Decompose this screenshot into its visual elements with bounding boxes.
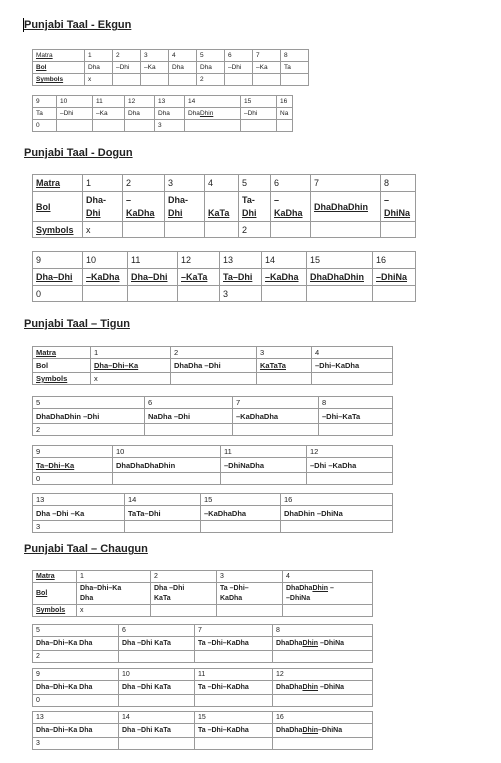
cell: –Dhi bbox=[57, 108, 93, 120]
cell bbox=[217, 605, 283, 617]
cell bbox=[83, 192, 123, 222]
cell: Ta–Dhi–Ka bbox=[33, 458, 113, 473]
cell-text: – bbox=[384, 194, 390, 205]
table-row bbox=[33, 286, 416, 302]
cell-text: Dha–Dhi–Ka bbox=[80, 584, 122, 592]
cell: –DhiNaDha bbox=[221, 458, 307, 473]
cell: 12 bbox=[125, 96, 155, 108]
cell: 10 bbox=[119, 669, 195, 681]
ekgun-table-2 bbox=[32, 95, 293, 132]
cell bbox=[241, 120, 277, 132]
chaugun-table-4 bbox=[32, 711, 373, 750]
cell: 2 bbox=[197, 74, 225, 86]
cell-text: KaDha bbox=[220, 594, 243, 602]
cell: 9 bbox=[33, 96, 57, 108]
cell bbox=[273, 681, 373, 695]
cell: 10 bbox=[83, 252, 128, 269]
cell-text: DhaDha bbox=[276, 727, 303, 734]
table-row bbox=[33, 681, 373, 695]
tigun-table-1 bbox=[32, 346, 393, 385]
label-matra: Matra bbox=[33, 175, 83, 192]
cell bbox=[253, 74, 281, 86]
cell-text: – bbox=[274, 194, 280, 205]
cell: 1 bbox=[77, 571, 151, 583]
cell-text: DhiNa bbox=[384, 207, 411, 218]
table-row bbox=[33, 669, 373, 681]
table-row bbox=[33, 108, 293, 120]
cell: Dha–Dhi bbox=[33, 269, 83, 286]
ekgun-table-1 bbox=[32, 49, 309, 86]
label-symbols: Symbols bbox=[33, 373, 91, 385]
table-row bbox=[33, 120, 293, 132]
cell bbox=[283, 583, 373, 605]
table-row bbox=[33, 409, 393, 424]
cell: 16 bbox=[281, 494, 393, 506]
cell: 2 bbox=[33, 424, 145, 436]
chaugun-table-2 bbox=[32, 624, 373, 663]
cell bbox=[205, 192, 239, 222]
cell: 4 bbox=[169, 50, 197, 62]
table-row bbox=[33, 269, 416, 286]
cell-text: Dha- bbox=[168, 194, 188, 205]
cell: 3 bbox=[220, 286, 262, 302]
cell: 14 bbox=[125, 494, 201, 506]
cell: –Dhi bbox=[241, 108, 277, 120]
cell: TaTa–Dhi bbox=[125, 506, 201, 521]
cell bbox=[145, 424, 233, 436]
cell bbox=[273, 651, 373, 663]
cell: 1 bbox=[83, 175, 123, 192]
cell: –Dhi bbox=[225, 62, 253, 74]
cell bbox=[271, 222, 311, 238]
cell: –Dhi –KaDha bbox=[307, 458, 393, 473]
cell: 10 bbox=[113, 446, 221, 458]
table-row bbox=[33, 192, 416, 222]
cell: Dha bbox=[155, 108, 185, 120]
table-row bbox=[33, 424, 393, 436]
cell: 12 bbox=[307, 446, 393, 458]
cell: 7 bbox=[311, 175, 381, 192]
cell bbox=[77, 583, 151, 605]
cell bbox=[239, 192, 271, 222]
cell bbox=[151, 583, 217, 605]
cell bbox=[225, 74, 253, 86]
cell-text-underlined: Dhin bbox=[302, 727, 319, 734]
cell: Dha–Dhi–Ka Dha bbox=[33, 724, 119, 738]
heading-chaugun: Punjabi Taal – Chaugun bbox=[24, 543, 148, 555]
cell bbox=[311, 222, 381, 238]
cell: –KaDhaDha bbox=[233, 409, 319, 424]
cell bbox=[123, 192, 165, 222]
cell: 11 bbox=[128, 252, 178, 269]
cell-text-underlined: Dhin bbox=[302, 684, 319, 691]
cell: 5 bbox=[33, 625, 119, 637]
label-matra: Matra bbox=[33, 50, 85, 62]
cell: 3 bbox=[33, 738, 119, 750]
cell bbox=[319, 424, 393, 436]
table-row bbox=[33, 712, 373, 724]
cell bbox=[151, 605, 217, 617]
cell bbox=[307, 286, 373, 302]
cell bbox=[221, 473, 307, 485]
heading-tigun: Punjabi Taal – Tigun bbox=[24, 318, 130, 330]
cell: Dha –Dhi KaTa bbox=[119, 681, 195, 695]
cell: 0 bbox=[33, 120, 57, 132]
table-row bbox=[33, 583, 373, 605]
cell: 0 bbox=[33, 695, 119, 707]
cell-text: Dhi bbox=[86, 207, 101, 218]
table-row bbox=[33, 738, 373, 750]
cell-text: – bbox=[328, 584, 334, 592]
cell: 12 bbox=[178, 252, 220, 269]
dogun-table-2 bbox=[32, 251, 416, 302]
cell: Dha bbox=[125, 108, 155, 120]
cell: Dha bbox=[197, 62, 225, 74]
cell bbox=[185, 108, 241, 120]
cell bbox=[128, 286, 178, 302]
cell bbox=[195, 738, 273, 750]
cell: Ta –Dhi–KaDha bbox=[195, 681, 273, 695]
table-row bbox=[33, 74, 309, 86]
cell: 3 bbox=[257, 347, 312, 359]
label-bol: Bol bbox=[33, 192, 83, 222]
cell bbox=[277, 120, 293, 132]
cell: 3 bbox=[155, 120, 185, 132]
cell: NaDha –Dhi bbox=[145, 409, 233, 424]
table-row bbox=[33, 359, 393, 373]
cell: –KaDha bbox=[262, 269, 307, 286]
cell: 5 bbox=[33, 397, 145, 409]
table-row bbox=[33, 50, 309, 62]
cell: 14 bbox=[262, 252, 307, 269]
cell bbox=[125, 120, 155, 132]
cell: 0 bbox=[33, 473, 113, 485]
tigun-table-3 bbox=[32, 445, 393, 485]
cell bbox=[281, 74, 309, 86]
table-row bbox=[33, 651, 373, 663]
label-symbols: Symbols bbox=[33, 605, 77, 617]
label-symbols: Symbols bbox=[33, 222, 83, 238]
cell: Dha–Dhi–Ka bbox=[91, 359, 171, 373]
cell-text: Ta- bbox=[242, 194, 255, 205]
cell: DhaDhaDhin –Dhi bbox=[33, 409, 145, 424]
cell: Dha bbox=[85, 62, 113, 74]
cell: DhaDhaDhaDhin bbox=[113, 458, 221, 473]
cell bbox=[125, 521, 201, 533]
cell: 8 bbox=[281, 50, 309, 62]
cell-text: KaDha bbox=[274, 207, 303, 218]
cell: –Dhi–KaDha bbox=[312, 359, 393, 373]
cell: 2 bbox=[123, 175, 165, 192]
cell: Ta–Dhi bbox=[220, 269, 262, 286]
cell bbox=[119, 738, 195, 750]
cell bbox=[281, 521, 393, 533]
label-bol: Bol bbox=[33, 583, 77, 605]
cell-text: KaTa bbox=[154, 594, 171, 602]
cell: 3 bbox=[141, 50, 169, 62]
cell bbox=[217, 583, 283, 605]
cell bbox=[233, 424, 319, 436]
cell: 9 bbox=[33, 252, 83, 269]
cell bbox=[381, 222, 416, 238]
cell: x bbox=[77, 605, 151, 617]
cell: 0 bbox=[33, 286, 83, 302]
label-symbols: Symbols bbox=[33, 74, 85, 86]
heading-ekgun: Punjabi Taal - Ekgun bbox=[24, 19, 132, 31]
cell: Dha bbox=[169, 62, 197, 74]
cell-text: –DhiNa bbox=[318, 684, 345, 691]
cell bbox=[141, 74, 169, 86]
chaugun-table-3 bbox=[32, 668, 373, 707]
cell: 11 bbox=[93, 96, 125, 108]
cell bbox=[271, 192, 311, 222]
table-row bbox=[33, 446, 393, 458]
cell: –KaDha bbox=[83, 269, 128, 286]
cell: 11 bbox=[221, 446, 307, 458]
cell-text: – bbox=[126, 194, 132, 205]
cell: 9 bbox=[33, 669, 119, 681]
cell bbox=[165, 192, 205, 222]
label-matra: Matra bbox=[33, 571, 77, 583]
cell: 16 bbox=[273, 712, 373, 724]
cell: 6 bbox=[225, 50, 253, 62]
cell-text: Dhi bbox=[168, 207, 183, 218]
cell bbox=[273, 637, 373, 651]
table-row bbox=[33, 62, 309, 74]
cell: Dha –Dhi KaTa bbox=[119, 724, 195, 738]
cell bbox=[201, 521, 281, 533]
dogun-table-1 bbox=[32, 174, 416, 238]
cell-text: Ta –Dhi– bbox=[220, 584, 249, 592]
cell bbox=[273, 724, 373, 738]
cell bbox=[185, 120, 241, 132]
cell: Dha–Dhi bbox=[128, 269, 178, 286]
cell bbox=[83, 286, 128, 302]
cell bbox=[123, 222, 165, 238]
cell: –Ka bbox=[141, 62, 169, 74]
cell-text: DhaDha bbox=[276, 684, 303, 691]
cell bbox=[262, 286, 307, 302]
table-row bbox=[33, 695, 373, 707]
table-row bbox=[33, 252, 416, 269]
cell: 6 bbox=[119, 625, 195, 637]
cell: 4 bbox=[205, 175, 239, 192]
cell: 13 bbox=[220, 252, 262, 269]
heading-dogun: Punjabi Taal - Dogun bbox=[24, 147, 133, 159]
cell-text: DhaDha bbox=[286, 584, 313, 592]
cell: –DhiNa bbox=[373, 269, 416, 286]
cell bbox=[195, 695, 273, 707]
cell: DhaDhaDhin bbox=[311, 192, 381, 222]
table-row bbox=[33, 373, 393, 385]
cell: 2 bbox=[151, 571, 217, 583]
cell bbox=[312, 373, 393, 385]
cell: 2 bbox=[171, 347, 257, 359]
cell: 11 bbox=[195, 669, 273, 681]
cell: x bbox=[83, 222, 123, 238]
table-row bbox=[33, 605, 373, 617]
cell bbox=[381, 192, 416, 222]
cell-text-underlined: Dhin bbox=[302, 640, 319, 647]
cell: 5 bbox=[239, 175, 271, 192]
cell-text: Dhi bbox=[242, 207, 257, 218]
cell bbox=[283, 605, 373, 617]
cell-text: –DhiNa bbox=[318, 640, 345, 647]
table-row bbox=[33, 397, 393, 409]
cell-text: –DhiNa bbox=[318, 727, 343, 734]
tigun-table-2 bbox=[32, 396, 393, 436]
cell: 3 bbox=[165, 175, 205, 192]
cell: –Dhi–KaTa bbox=[319, 409, 393, 424]
cell bbox=[307, 473, 393, 485]
cell bbox=[273, 695, 373, 707]
cell: 8 bbox=[381, 175, 416, 192]
cell: –KaDhaDha bbox=[201, 506, 281, 521]
cell: 8 bbox=[319, 397, 393, 409]
cell bbox=[165, 222, 205, 238]
cell: DhaDhaDhin bbox=[307, 269, 373, 286]
table-row bbox=[33, 473, 393, 485]
table-row bbox=[33, 724, 373, 738]
cell: 8 bbox=[273, 625, 373, 637]
cell: KaTaTa bbox=[257, 359, 312, 373]
cell-text: KaDha bbox=[126, 207, 155, 218]
cell: 16 bbox=[277, 96, 293, 108]
cell bbox=[113, 74, 141, 86]
table-row bbox=[33, 494, 393, 506]
cell: Ta –Dhi–KaDha bbox=[195, 637, 273, 651]
cell: 6 bbox=[271, 175, 311, 192]
label-matra: Matra bbox=[33, 347, 91, 359]
cell: DhaDhin –DhiNa bbox=[281, 506, 393, 521]
table-row bbox=[33, 222, 416, 238]
cell bbox=[273, 738, 373, 750]
cell: x bbox=[91, 373, 171, 385]
cell: –Ka bbox=[93, 108, 125, 120]
cell: 13 bbox=[33, 494, 125, 506]
cell: 1 bbox=[91, 347, 171, 359]
cell: 7 bbox=[195, 625, 273, 637]
cell: 2 bbox=[113, 50, 141, 62]
cell: 3 bbox=[33, 521, 125, 533]
cell: 4 bbox=[312, 347, 393, 359]
cell: 12 bbox=[273, 669, 373, 681]
cell: Dha–Dhi–Ka Dha bbox=[33, 637, 119, 651]
cell: 4 bbox=[283, 571, 373, 583]
cell bbox=[171, 373, 257, 385]
cell: 1 bbox=[85, 50, 113, 62]
cell: –Dhi bbox=[113, 62, 141, 74]
cell bbox=[93, 120, 125, 132]
table-row bbox=[33, 458, 393, 473]
label-bol: Bol bbox=[33, 62, 85, 74]
cell: 15 bbox=[241, 96, 277, 108]
cell: 15 bbox=[201, 494, 281, 506]
cell bbox=[373, 286, 416, 302]
cell: 6 bbox=[145, 397, 233, 409]
cell bbox=[257, 373, 312, 385]
cell bbox=[119, 651, 195, 663]
cell: 10 bbox=[57, 96, 93, 108]
cell: 14 bbox=[119, 712, 195, 724]
cell: Ta –Dhi–KaDha bbox=[195, 724, 273, 738]
cell: 15 bbox=[307, 252, 373, 269]
cell-text: Dha –Dhi bbox=[154, 584, 185, 592]
cell: Dha –Dhi KaTa bbox=[119, 637, 195, 651]
table-row bbox=[33, 637, 373, 651]
table-row bbox=[33, 625, 373, 637]
cell: DhaDha –Dhi bbox=[171, 359, 257, 373]
label-bol: Bol bbox=[33, 359, 91, 373]
cell bbox=[57, 120, 93, 132]
cell-text: Dha bbox=[80, 594, 94, 602]
table-row bbox=[33, 506, 393, 521]
cell: 5 bbox=[197, 50, 225, 62]
cell: Dha –Dhi –Ka bbox=[33, 506, 125, 521]
cell bbox=[178, 286, 220, 302]
cell: –KaTa bbox=[178, 269, 220, 286]
cell-text: Dha- bbox=[86, 194, 106, 205]
cell-text-underlined: Dhin bbox=[312, 584, 329, 592]
cell: 7 bbox=[233, 397, 319, 409]
cell bbox=[169, 74, 197, 86]
cell-text: Dha bbox=[188, 110, 200, 117]
cell: –Ka bbox=[253, 62, 281, 74]
tigun-table-4 bbox=[32, 493, 393, 533]
chaugun-table-1 bbox=[32, 570, 373, 617]
cell: 13 bbox=[33, 712, 119, 724]
cell: 3 bbox=[217, 571, 283, 583]
table-row bbox=[33, 96, 293, 108]
cell: Ta bbox=[33, 108, 57, 120]
cell: 7 bbox=[253, 50, 281, 62]
cell bbox=[195, 651, 273, 663]
cell: Ta bbox=[281, 62, 309, 74]
cell: 15 bbox=[195, 712, 273, 724]
cell bbox=[119, 695, 195, 707]
table-row bbox=[33, 347, 393, 359]
cell: 16 bbox=[373, 252, 416, 269]
table-row bbox=[33, 521, 393, 533]
cell-text-underlined: Dhin bbox=[199, 110, 214, 117]
cell: Na bbox=[277, 108, 293, 120]
table-row bbox=[33, 175, 416, 192]
cell bbox=[205, 222, 239, 238]
cell: Dha–Dhi–Ka Dha bbox=[33, 681, 119, 695]
cell: 2 bbox=[33, 651, 119, 663]
cell-text: KaTa bbox=[208, 207, 230, 218]
cell-text: DhaDha bbox=[276, 640, 303, 647]
cell-text: –DhiNa bbox=[286, 594, 311, 602]
table-row bbox=[33, 571, 373, 583]
cell: 2 bbox=[239, 222, 271, 238]
cell bbox=[113, 473, 221, 485]
cell: x bbox=[85, 74, 113, 86]
cell: 14 bbox=[185, 96, 241, 108]
cell: 13 bbox=[155, 96, 185, 108]
cell: 9 bbox=[33, 446, 113, 458]
